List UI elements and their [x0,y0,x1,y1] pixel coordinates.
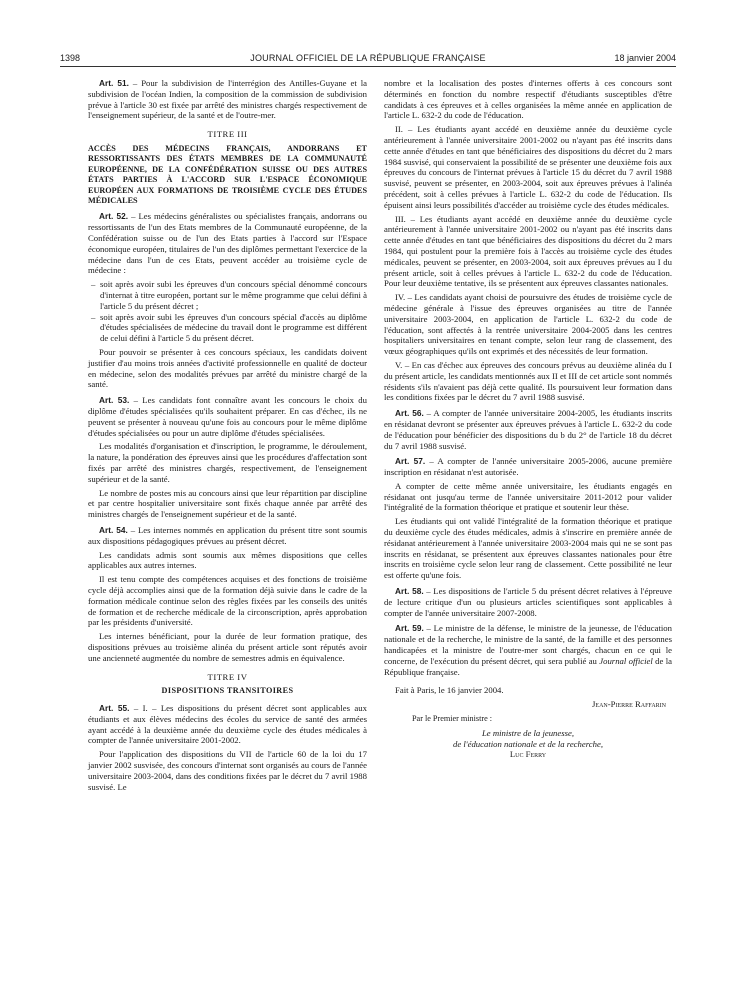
signature-place-date: Fait à Paris, le 16 janvier 2004. [395,685,504,696]
article-55 [88,703,367,746]
article-label: Art. 59. [395,623,424,634]
list-item: – soit après avoir subi les épreuves d'un concours spécial dénommé concours d'internat à titre européen, portant sur le même programme que celui défini à l'article 5 du présent décret ; [88,279,367,311]
article-label: Art. 58. [395,586,424,597]
article-text: – A compter de l'année universitaire 2004-2005, les étudiants inscrits en résidanat devront se présenter aux épreuves prévues à l'article L. 632-2 du code de l'éducation pour bénéficier des dispositions du b du 2° de l'article 18 du décret du 7 avril 1988 susvisé. [384,408,672,451]
paragraph-III: III. – Les étudiants ayant accédé en deuxième année du deuxième cycle antérieurement à l'année universitaire 2001-2002 ou n'ayant pas été inscrits dans cette année d'études en tant que bénéficiaires des dispositions du décret du 2 mars 1984, qui postulent pour la première fois à l'accès au troisième cycle des études médicales, peuvent se présenter, en 2003-2004, soit aux épreuves prévues au I du présent article, soit à celles prévues à l'article L. 632-2 du code de l'éducation. Pour leur deuxième tentative, ils se présentent aux épreuves classantes nationales. [384,213,672,289]
right-column [384,78,672,760]
article-51 [88,78,367,121]
article-58 [384,586,672,618]
titre-3-heading: TITRE III [207,129,248,140]
paragraph: Le nombre de postes mis au concours ainsi que leur répartition par discipline et par centre hospitalier universitaire sont fixés chaque année par arrêté des ministres chargés de l'enseignement supérieur et de la santé. [88,487,367,520]
issue-date: 18 janvier 2004 [614,53,676,63]
article-57 [384,456,672,478]
article-label: Art. 53. [99,395,130,406]
titre-4-subtitle: DISPOSITIONS TRANSITOIRES [161,686,294,696]
article-52-list [88,279,367,344]
article-label: Art. 54. [99,524,128,535]
paragraph: Les internes bénéficiant, pour la durée de leur formation pratique, des dispositions prévues au troisième alinéa du présent article sont réputés avoir une ancienneté augmentée du nombre de semestres admis en équivalence. [88,631,367,663]
paragraph-II: II. – Les étudiants ayant accédé en deuxième année du deuxième cycle antérieurement à l'année universitaire 2001-2002 ou n'ayant pas été inscrits dans cette année d'études en tant que bénéficiaires des dispositions du décret du 2 mars 1984 susvisé, qui conservaient la possibilité de se présenter une deuxième fois aux épreuves du concours de l'internat prévues à l'article 15 du décret du 7 avril 1988 susvisé, peuvent se présenter, en 2003-2004, soit aux épreuves prévues à l'alinéa précédent, soit à celles prévues à l'article L. 632-2 du code de l'éducation. Ils épuisent ainsi leurs possibilités d'accéder au troisième cycle des études médicales. [384,124,672,210]
signature-minister-title-1: Le ministre de la jeunesse, [481,727,575,738]
paragraph: Les modalités d'organisation et d'inscription, le programme, le déroulement, la nature, la pondération des épreuves ainsi que les procédures d'affectation sont fixés par arrêté des ministres chargés, respectivement, de l'enseignement supérieur et de la santé. [88,441,367,484]
signature-minister-name: Luc Ferry [509,749,547,760]
article-label: Art. 52. [99,211,129,222]
article-text: – Les dispositions de l'article 5 du présent décret relatives à l'épreuve de lecture critique d'un ou plusieurs articles scientifiques sont applicables à compter de l'année universitaire 2007-2008. [384,586,672,618]
article-59 [384,623,672,677]
article-text-end: de la République française. [384,655,672,677]
paragraph: A compter de cette même année universitaire, les étudiants engagés en résidanat ont jusqu'au terme de l'année universitaire 2011-2012 pour valider l'intégralité de la formation théorique et pratique et soutenir leur thèse. [384,480,672,513]
signature-signer: Jean-Pierre Raffarin [592,699,666,710]
paragraph: Pour pouvoir se présenter à ces concours spéciaux, les candidats doivent justifier d'au moins trois années d'activité professionnelle en qualité de docteur en médecine, selon des modalités prévues par arrêté du ministre chargé de la santé. [88,346,367,390]
article-text: – Pour la subdivision de l'interrégion des Antilles-Guyane et la subdivision de l'océan Indien, la composition de la commission de subdivision prévue à l'article 30 est fixée par arrêté des ministres chargés respectivement de l'enseignement supérieur, de la santé et de l'outre-mer. [88,78,367,121]
journal-title: JOURNAL OFFICIEL DE LA RÉPUBLIQUE FRANÇAISE [250,53,486,63]
article-56 [384,408,672,451]
article-text: – Les candidats font connaître avant les concours le choix du diplôme d'études spécialisées qu'ils souhaitent préparer. En cas d'échec, ils ne peuvent se présenter à nouveau qu'une fois au concours pour le même diplôme d'études spécialisées ou pour un autre diplôme d'études spécialisées. [88,395,367,438]
titre-3-title: ACCÈS DES MÉDECINS FRANÇAIS, ANDORRANS ET RESSORTISSANTS DES ÉTATS MEMBRES DE LA COMMUNAUTÉ EUROPÉENNE, DE LA CONFÉDÉRATION SUISSE OU DES AUTRES ÉTATS PARTIES À L'ACCORD SUR L'ESPACE ÉCONOMIQUE EUROPÉEN AUX FORMATIONS DE TROISIÈME CYCLE DES ÉTUDES MÉDICALES [88,143,367,206]
signature-minister-title-2: de l'éducation nationale et de la recherche, [452,738,604,749]
article-text: – I. – Les dispositions du présent décret sont applicables aux étudiants et aux élèves médecins des écoles du service de santé des armées ayant accédé à la deuxième année du deuxième cycle des études médicales à compter de l'année universitaire 2001-2002. [88,703,367,746]
article-text: – A compter de l'année universitaire 2005-2006, aucune première inscription en résidanat n'est autorisée. [384,456,672,478]
left-column [88,78,367,795]
signature-par: Par le Premier ministre : [412,714,493,724]
journal-officiel-ref: Journal officiel [599,655,653,666]
page-header [60,53,676,67]
article-label: Art. 55. [99,703,130,714]
article-label: Art. 51. [99,78,129,88]
list-item: – soit après avoir subi les épreuves d'un concours spécial d'accès au diplôme d'études spécialisées de médecine du travail dont le programme est différent de celui défini à l'article 5 du présent décret. [88,312,367,344]
article-53 [88,395,367,438]
article-52 [88,211,367,276]
article-text: – Le ministre de la défense, le ministre de la jeunesse, de l'éducation nationale et de la recherche, le ministre de la santé, de la famille et des personnes handicapées et la ministre de l'outre-mer sont chargés, chacun en ce qui le concerne, de l'exécution du présent décret, qui sera publié au [384,623,672,666]
article-text: – Les internes nommés en application du présent titre sont soumis aux dispositions pédagogiques prévues au présent décret. [88,524,367,546]
titre-4-heading: TITRE IV [207,671,248,682]
article-54 [88,525,367,547]
article-label: Art. 57. [395,456,426,467]
paragraph-V: V. – En cas d'échec aux épreuves des concours prévus au deuxième alinéa du I du présent article, les candidats mentionnés aux II et III de cet article sont nommés résidents s'ils n'avaient pas déjà cette qualité. Ils poursuivent leur formation dans les conditions fixées par le décret du 7 avril 1988 susvisé. [384,359,672,403]
article-label: Art. 56. [395,408,424,419]
article-text: – Les médecins généralistes ou spécialistes français, andorrans ou ressortissants de l'un des Etats membres de la Communauté européenne, de la Confédération suisse ou de l'un des Etats parties à l'accord sur l'Espace économique européen, titulaires de l'un des diplômes permettant l'exercice de la médecine dans l'un de ces Etats, peuvent accéder au troisième cycle de médecine : [88,211,367,276]
paragraph: Les étudiants qui ont validé l'intégralité de la formation théorique et pratique du deuxième cycle des études médicales, admis à s'inscrire en première année de résidanat antérieurement à l'année universitaire 2003-2004 mais qui ne se sont pas inscrits en résidanat, se présentent aux épreuves classantes nationales pour être inscrits en troisième cycle selon leur rang de classement. Cette possibilité ne leur est offerte qu'une fois. [384,516,672,581]
paragraph-IV: IV. – Les candidats ayant choisi de poursuivre des études de troisième cycle de médecine générale à l'issue des épreuves organisées au titre de l'année universitaire 2003-2004, en application de l'article L. 632-2 du code de l'éducation, sont affectés à la rentrée universitaire 2004-2005 dans les centres hospitaliers universitaires en tenant compte, selon leur rang de classement, des vœux géographiques qu'ils ont exprimés et des nécessités de leur formation. [384,292,672,357]
header-rule [60,66,676,67]
paragraph: nombre et la localisation des postes d'internes offerts à ces concours sont déterminés en fonction du nombre respectif d'étudiants susceptibles d'être candidats à ces épreuves et à celles organisées la même année en application de l'article L. 632-2 du code de l'éducation. [384,78,672,121]
paragraph: Il est tenu compte des compétences acquises et des fonctions de troisième cycle déjà accomplies ainsi que de la formation déjà suivie dans le cadre de la formation médicale continue selon des règles fixées par les conseils des unités de formation et de recherche médicale de la circonscription, après approbation par les présidents d'université. [88,574,367,628]
page-number: 1398 [60,53,81,63]
paragraph: Les candidats admis sont soumis aux mêmes dispositions que celles applicables aux autres internes. [88,549,367,571]
paragraph: Pour l'application des dispositions du VII de l'article 60 de la loi du 17 janvier 2002 susvisée, des concours d'internat sont organisés au cours de l'année universitaire 2003-2004, dans des conditions fixées par le décret du 7 avril 1988 susvisé. Le [88,749,367,792]
